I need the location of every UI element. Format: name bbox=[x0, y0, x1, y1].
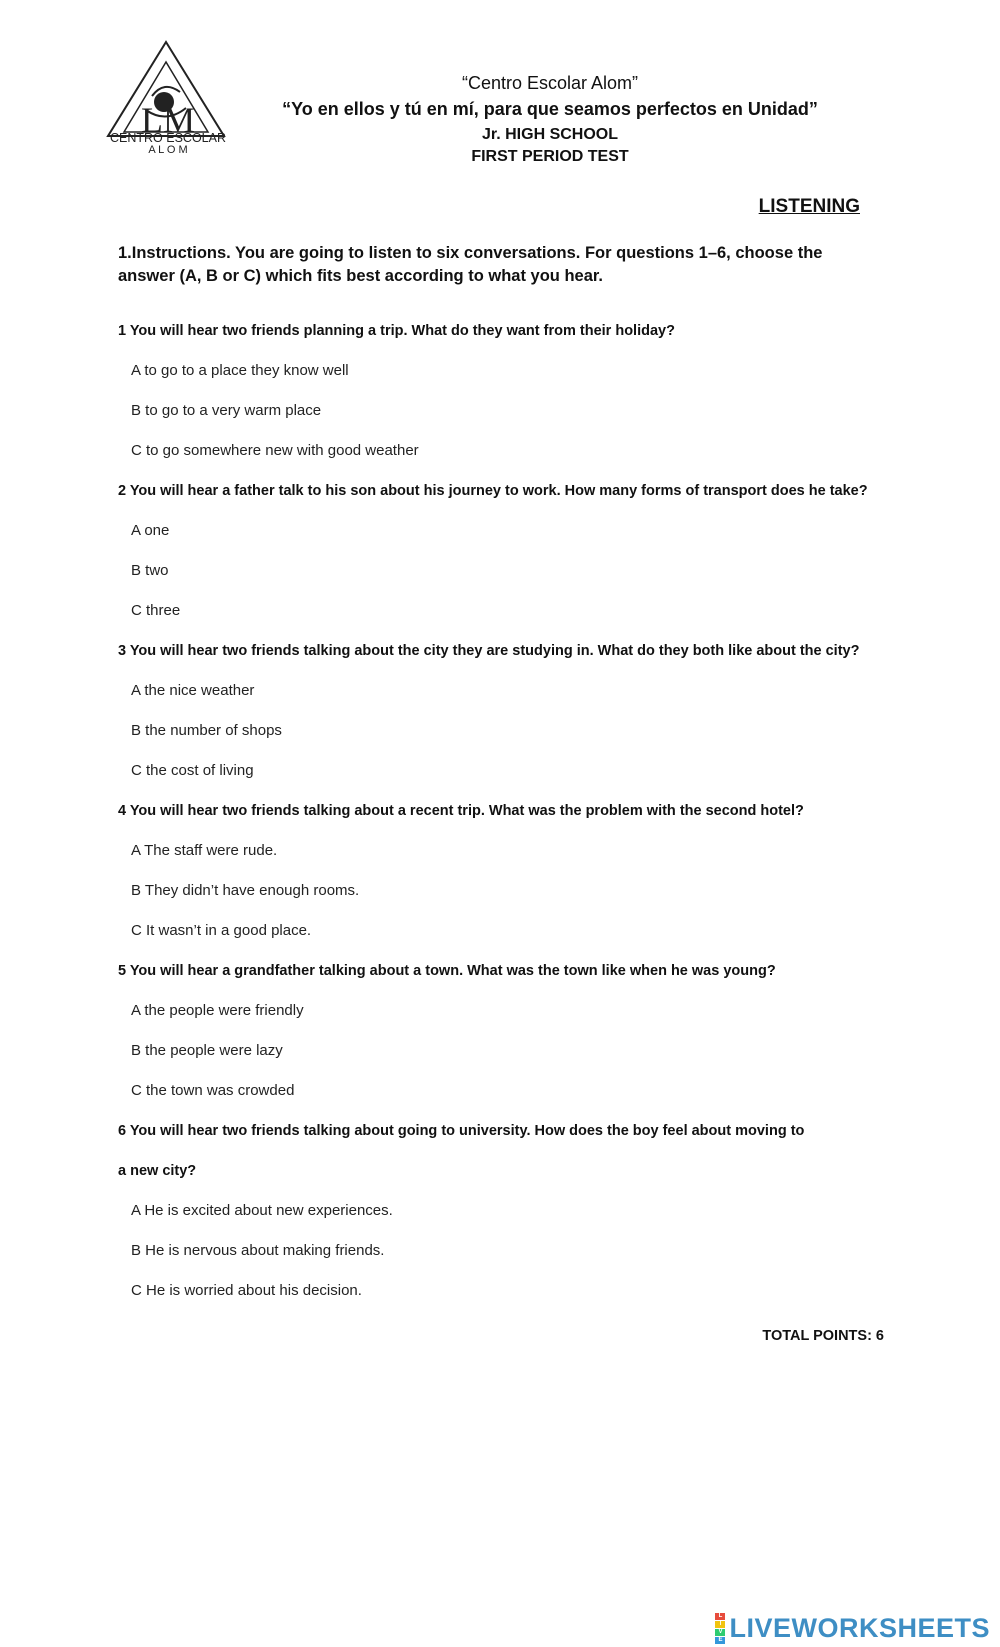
question-4 bbox=[118, 802, 898, 962]
logo-line1: CENTRO ESCOLAR bbox=[110, 131, 226, 145]
question-text-line1: 6 You will hear two friends talking about going to university. How does the boy feel about moving to bbox=[118, 1123, 805, 1139]
total-points: TOTAL POINTS: 6 bbox=[762, 1328, 884, 1344]
brand-letter: V bbox=[715, 1629, 725, 1636]
question-text bbox=[118, 1122, 898, 1202]
option-a[interactable]: A to go to a place they know well bbox=[131, 362, 349, 379]
question-3 bbox=[118, 642, 898, 802]
instructions: 1.Instructions. You are going to listen to six conversations. For questions 1–6, choose the answer (A, B or C) which fits best according to what you hear. bbox=[118, 244, 823, 285]
school-logo-icon bbox=[86, 40, 268, 162]
school-logo bbox=[86, 40, 268, 162]
brand-letter: L bbox=[715, 1613, 725, 1620]
question-text: 1 You will hear two friends planning a trip. What do they want from their holiday? bbox=[118, 323, 675, 339]
question-5 bbox=[118, 962, 898, 1122]
option-a[interactable]: A The staff were rude. bbox=[131, 842, 278, 859]
option-b[interactable]: B to go to a very warm place bbox=[131, 402, 322, 419]
question-text: 4 You will hear two friends talking about a recent trip. What was the problem with the second hotel? bbox=[118, 803, 804, 819]
option-b[interactable]: B two bbox=[131, 562, 169, 579]
question-text: 2 You will hear a father talk to his son about his journey to work. How many forms of transport does he take? bbox=[118, 483, 868, 499]
brand-name: LIVEWORKSHEETS bbox=[729, 1612, 990, 1643]
liveworksheets-brand[interactable] bbox=[715, 1611, 990, 1645]
option-b[interactable]: B They didn’t have enough rooms. bbox=[131, 882, 360, 899]
question-1 bbox=[118, 322, 898, 482]
document-header bbox=[250, 70, 850, 168]
question-2 bbox=[118, 482, 898, 642]
option-c[interactable]: C to go somewhere new with good weather bbox=[131, 442, 419, 459]
question-text: 3 You will hear two friends talking about the city they are studying in. What do they both like about the city? bbox=[118, 643, 860, 659]
test-name: FIRST PERIOD TEST bbox=[471, 148, 629, 165]
option-a[interactable]: A the nice weather bbox=[131, 682, 255, 699]
question-list bbox=[118, 322, 898, 1322]
logo-line2: A L O M bbox=[148, 144, 188, 156]
brand-letter: I bbox=[715, 1621, 725, 1628]
brand-letter: E bbox=[715, 1637, 725, 1644]
option-a[interactable]: A the people were friendly bbox=[131, 1002, 304, 1019]
option-c[interactable]: C the cost of living bbox=[131, 762, 254, 779]
liveworksheets-logo-icon bbox=[715, 1613, 725, 1644]
option-a[interactable]: A He is excited about new experiences. bbox=[131, 1202, 393, 1219]
school-motto: “Yo en ellos y tú en mí, para que seamos perfectos en Unidad” bbox=[282, 99, 818, 119]
school-name: “Centro Escolar Alom” bbox=[461, 73, 639, 93]
option-a[interactable]: A one bbox=[131, 522, 170, 539]
option-b[interactable]: B the people were lazy bbox=[131, 1042, 283, 1059]
option-b[interactable]: B He is nervous about making friends. bbox=[131, 1242, 385, 1259]
question-text: 5 You will hear a grandfather talking about a town. What was the town like when he was young? bbox=[118, 963, 776, 979]
option-c[interactable]: C three bbox=[131, 602, 181, 619]
option-c[interactable]: C the town was crowded bbox=[131, 1082, 295, 1099]
school-level: Jr. HIGH SCHOOL bbox=[481, 126, 619, 143]
section-title: LISTENING bbox=[758, 196, 860, 217]
logo-initials: LM bbox=[141, 100, 195, 140]
option-b[interactable]: B the number of shops bbox=[131, 722, 282, 739]
question-6 bbox=[118, 1122, 898, 1322]
option-c[interactable]: C He is worried about his decision. bbox=[131, 1282, 362, 1299]
question-text-line2: a new city? bbox=[118, 1163, 197, 1179]
option-c[interactable]: C It wasn’t in a good place. bbox=[131, 922, 312, 939]
